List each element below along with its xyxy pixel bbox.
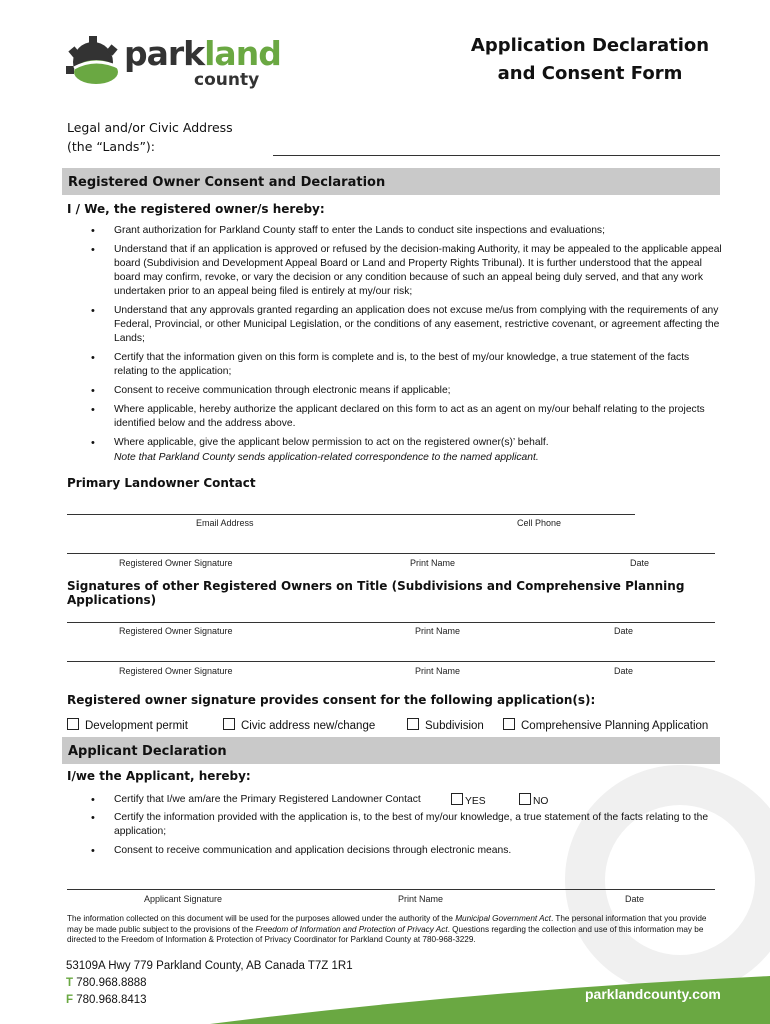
footer-website[interactable]: parklandcounty.com [585,986,721,1002]
print-name-label: Print Name [398,894,444,904]
phone-label: Cell Phone [517,518,562,528]
other-owner-signature-label: Registered Owner Signature [119,666,233,676]
checkbox-icon[interactable] [503,718,515,730]
list-item: • Where applicable, hereby authorize the applicant declared on this form to act as an agent on my/our behalf relating to the projects identified below and the address above. [67,403,722,431]
email-label: Email Address [196,518,254,528]
owner-intro: I / We, the registered owner/s hereby: [67,202,325,216]
applicant-signature-label: Applicant Signature [144,894,223,904]
form-title [440,32,740,88]
list-item: • Understand that if an application is approved or refused by the decision-making Authority, it may be appealed to the applicable appeal board (Subdivision and Development Appeal Board or Land and Property Rights Tribunal). It is further understood that the appeal board may confirm, revoke, or vary the decision or any condition because of such an appeal being duly served, and that any work undertaken prior to an appeal being filed is entirely at my/our risk; [67,243,722,299]
print-name-label: Print Name [410,558,456,568]
checkbox-icon[interactable] [451,793,463,805]
logo-park: park [124,34,205,73]
footer-phone: T 780.968.8888 [66,977,147,989]
footer-contact [66,958,353,1009]
checkbox-icon[interactable] [407,718,419,730]
list-item: • Certify the information provided with the application is, to the best of my/our knowledge, a true statement of the facts relating to the application; [67,811,722,839]
print-name-label: Print Name [415,626,461,636]
list-item: • Consent to receive communication through electronic means if applicable; [67,384,722,398]
applicant-intro: I/we the Applicant, hereby: [67,769,251,783]
yes-checkbox[interactable]: YES [451,793,486,809]
address-field[interactable] [273,155,720,156]
logo-land: land [204,34,281,73]
owner-section-title: Registered Owner Consent and Declaration [68,175,386,190]
checkbox-icon[interactable] [67,718,79,730]
list-item: • Understand that any approvals granted regarding an application does not excuse me/us from complying with the requirements of any Federal, Provincial, or other Municipal Legislation, or the conditions of any easement, restrictive covenant, or agreement affecting the Lands; [67,304,722,346]
email-field[interactable] [67,514,635,515]
form-title-line1: Application Declaration [470,35,710,56]
other-owner-signature-label: Registered Owner Signature [119,626,233,636]
no-checkbox[interactable]: NO [519,793,548,809]
owner-signature-field[interactable] [67,553,715,554]
owner-signature-label: Registered Owner Signature [119,558,233,568]
list-item: • Consent to receive communication and application decisions through electronic means. [67,844,722,858]
form-title-line2: and Consent Form [497,63,683,84]
consent-apps-heading: Registered owner signature provides consent for the following application(s): [67,693,596,707]
list-item: • Grant authorization for Parkland County staff to enter the Lands to conduct site inspections and evaluations; [67,224,722,238]
list-item: • Where applicable, give the applicant below permission to act on the registered owner(s)’ behalf. [67,436,722,450]
other-owners-heading: Signatures of other Registered Owners on Title (Subdivisions and Comprehensive Planning Applications) [67,579,685,607]
footer-fax: F 780.968.8413 [66,994,147,1006]
development-permit-checkbox[interactable]: Development permit [67,718,188,732]
address-label: Legal and/or Civic Address (the “Lands”): [67,120,233,154]
date-label: Date [614,666,634,676]
applicant-section-title: Applicant Declaration [68,744,227,759]
date-label: Date [614,626,634,636]
logo-county: county [194,70,260,90]
comprehensive-planning-checkbox[interactable]: Comprehensive Planning Application [503,718,708,732]
owner-declaration-list [67,224,722,455]
footer-address: 53109A Hwy 779 Parkland County, AB Canada T7Z 1R1 [66,960,353,972]
date-label: Date [630,558,650,568]
other-owner-signature-field-2[interactable] [67,661,715,662]
print-name-label: Print Name [415,666,461,676]
list-item: • Certify that I/we am/are the Primary Registered Landowner Contact YES NO [67,793,722,807]
other-owner-signature-field-1[interactable] [67,622,715,623]
logo-gear-icon [66,34,124,90]
applicant-declaration-list [67,793,722,863]
civic-address-checkbox[interactable]: Civic address new/change [223,718,375,732]
parkland-logo [66,34,281,94]
date-label: Date [625,894,645,904]
subdivision-checkbox[interactable]: Subdivision [407,718,484,732]
owner-note: Note that Parkland County sends application-related correspondence to the named applicant. [114,452,539,463]
privacy-disclaimer: The information collected on this document will be used for the purposes allowed under the authority of the Municipal Government Act. The personal information that you provide may be made public subject to the provisions of the Freedom of Information and Protection of Privacy Act. Questions regarding the collection and use of this information may be directed to the Freedom of Information & Protection of Privacy Coordinator for Parkland County at 780-968-3229. [67,914,707,944]
primary-contact-heading: Primary Landowner Contact [67,476,256,490]
checkbox-icon[interactable] [519,793,531,805]
list-item: • Certify that the information given on this form is complete and is, to the best of my/our knowledge, a true statement of the facts relating to the application; [67,351,722,379]
applicant-signature-field[interactable] [67,889,715,890]
checkbox-icon[interactable] [223,718,235,730]
